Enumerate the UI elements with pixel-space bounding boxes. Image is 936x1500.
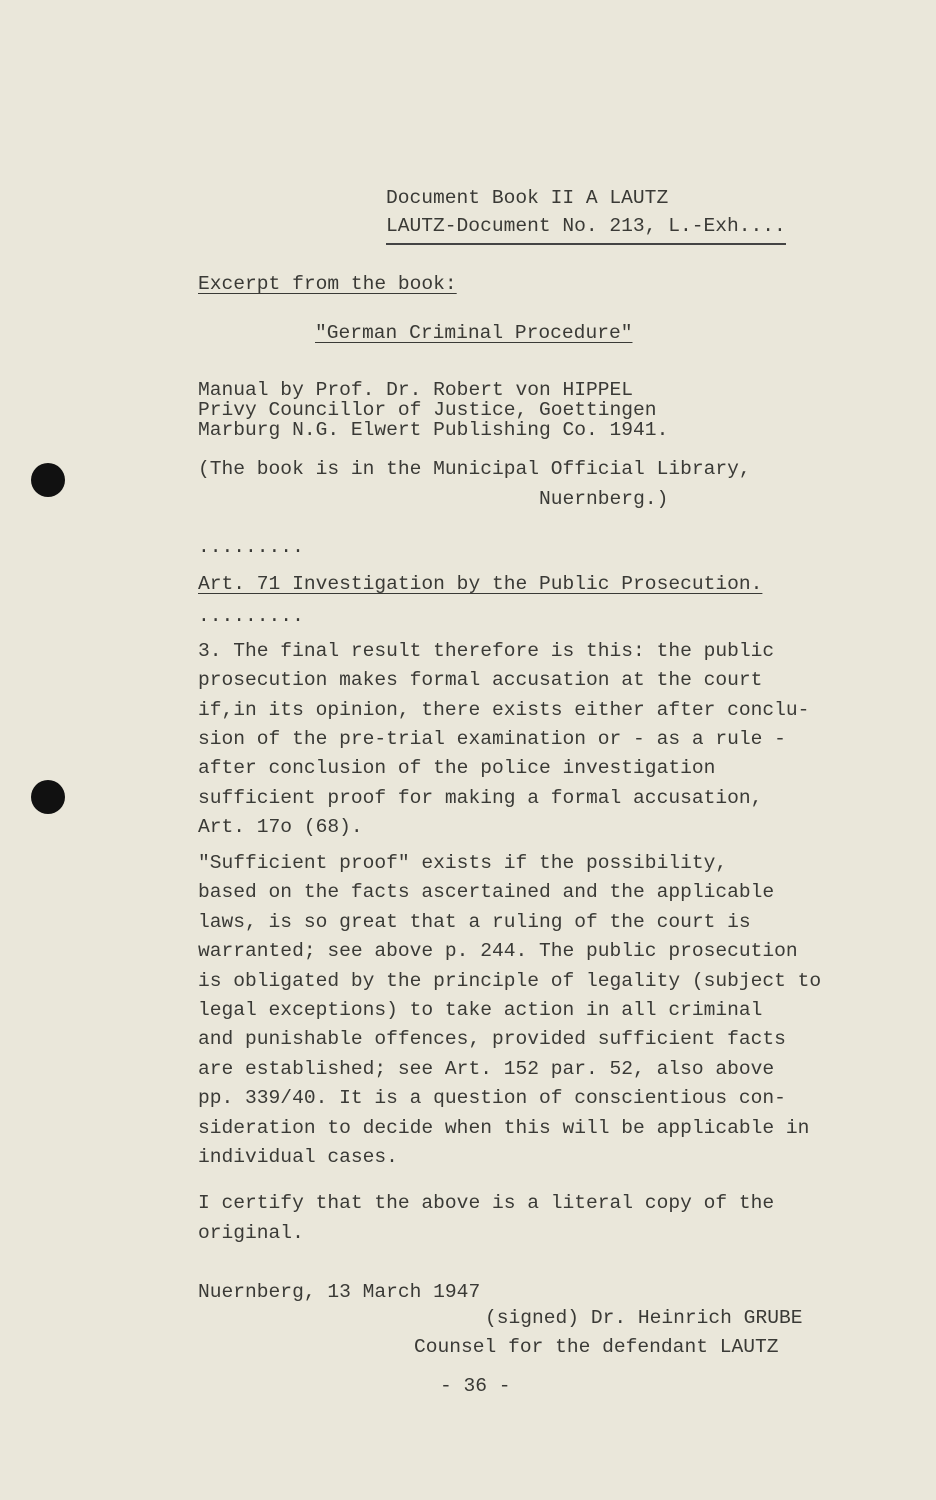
paragraph-line: if,in its opinion, there exists either after conclu- [198, 698, 810, 721]
manual-line: Marburg N.G. Elwert Publishing Co. 1941. [198, 419, 669, 441]
punch-hole-bottom [31, 780, 65, 814]
paragraph-line: sideration to decide when this will be applicable in [198, 1116, 810, 1139]
paragraph-line: pp. 339/40. It is a question of conscientious con- [198, 1087, 786, 1110]
paragraph-line: warranted; see above p. 244. The public prosecution [198, 940, 798, 963]
paragraph-line: based on the facts ascertained and the applicable [198, 881, 775, 904]
punch-hole-top [31, 463, 65, 497]
page-number: - 36 - [440, 1375, 511, 1397]
article-heading: Art. 71 Investigation by the Public Prosecution. [198, 573, 763, 595]
paragraph-line: is obligated by the principle of legality (subject to [198, 969, 822, 992]
paragraph-line: sion of the pre-trial examination or - as a rule - [198, 727, 786, 750]
library-note: Nuernberg.) [539, 488, 669, 510]
paragraph-line: and punishable offences, provided sufficient facts [198, 1028, 786, 1051]
manual-line: Privy Councillor of Justice, Goettingen [198, 399, 657, 421]
excerpt-label: Excerpt from the book: [198, 273, 457, 295]
paragraph-line: sufficient proof for making a formal accusation, [198, 786, 763, 809]
place-date: Nuernberg, 13 March 1947 [198, 1281, 481, 1303]
manual-line: Manual by Prof. Dr. Robert von HIPPEL [198, 379, 634, 401]
header-rule [386, 243, 786, 245]
header-line-2: LAUTZ-Document No. 213, L.-Exh.... [386, 215, 786, 237]
counsel: Counsel for the defendant LAUTZ [414, 1336, 779, 1358]
paragraph-line: legal exceptions) to take action in all criminal [198, 999, 763, 1021]
paragraph-line: 3. The final result therefore is this: the public [198, 640, 775, 662]
paragraph-line: laws, is so great that a ruling of the court is [198, 910, 751, 933]
certify-line: original. [198, 1222, 304, 1244]
paragraph-line: "Sufficient proof" exists if the possibility, [198, 852, 728, 874]
paragraph-line: are established; see Art. 152 par. 52, also above [198, 1057, 775, 1080]
ellipsis: ......... [198, 605, 304, 627]
paragraph-line: Art. 17o (68). [198, 815, 363, 838]
signature: (signed) Dr. Heinrich GRUBE [485, 1307, 803, 1329]
paragraph-line: prosecution makes formal accusation at the court [198, 669, 763, 692]
certify-line: I certify that the above is a literal copy of the [198, 1192, 775, 1214]
header-line-1: Document Book II A LAUTZ [386, 187, 669, 209]
paragraph-line: individual cases. [198, 1146, 398, 1168]
book-title: "German Criminal Procedure" [315, 322, 633, 344]
library-note: (The book is in the Municipal Official Library, [198, 458, 751, 480]
paragraph-line: after conclusion of the police investigation [198, 757, 716, 780]
ellipsis: ......... [198, 536, 304, 558]
